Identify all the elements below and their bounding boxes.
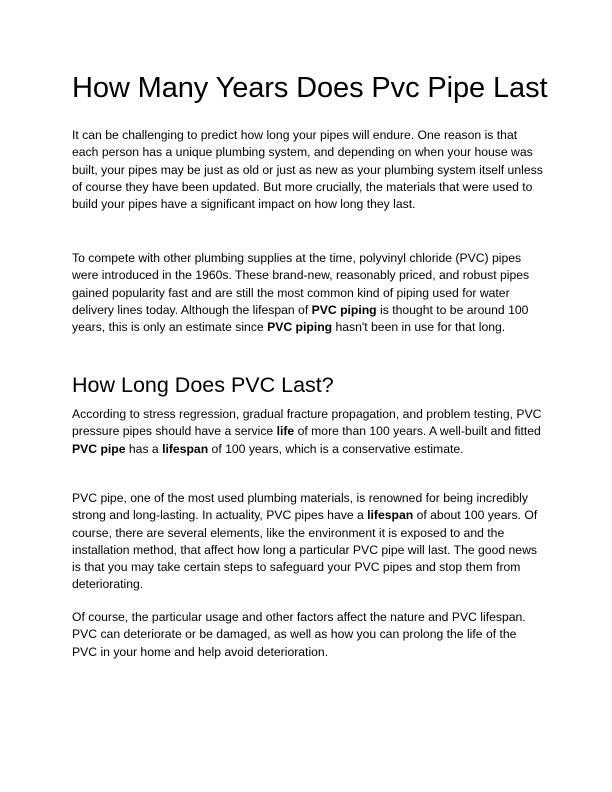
document-title: How Many Years Does Pvc Pipe Last — [72, 72, 548, 104]
bold-keyword: PVC pipe — [72, 441, 126, 456]
text-span: According to stress regression, gradual fracture propagation, and problem testing, PVC pressure pipes should have a service — [72, 407, 542, 439]
text-span: of 100 years, which is a conservative estimate. — [208, 441, 464, 456]
text-span: is thought to be around 100 years, this is only an estimate since — [72, 302, 529, 335]
section-paragraph-2 — [72, 490, 544, 594]
section-paragraph-1 — [72, 406, 544, 458]
bold-keyword: life — [276, 424, 295, 439]
section-paragraph-3: Of course, the particular usage and other factors affect the nature and PVC lifespan. PVC can deteriorate or be damaged, as well as how you can prolong the life of the PVC in your home and help avoid deterioration. — [72, 610, 526, 659]
text-span: of about 100 years. Of course, there are several elements, like the environment it is exposed to and the installation method, that affect how long a particular PVC pipe will last. The good news is that you may take certain steps to safeguard your PVC pipes and stop them from deteriorating. — [72, 508, 538, 592]
bold-keyword: lifespan — [162, 441, 209, 456]
bold-keyword: lifespan — [367, 508, 414, 523]
text-span: of more than 100 years. A well-built and fitted — [294, 424, 541, 439]
section-heading: How Long Does PVC Last? — [72, 373, 334, 397]
text-span: PVC pipe, one of the most used plumbing materials, is renowned for being incredibly strong and long-lasting. In actuality, PVC pipes have a — [72, 491, 528, 523]
text-span: To compete with other plumbing supplies at the time, polyvinyl chloride (PVC) pipes were introduced in the 1960s. These brand-new, reasonably priced, and robust pipes gained popularity fast and are still the most common kind of piping used for water delivery lines today. Although the lifespan of — [72, 251, 530, 317]
bold-keyword: PVC piping — [267, 320, 333, 335]
bold-keyword: PVC piping — [311, 302, 377, 317]
intro-paragraph-1: It can be challenging to predict how long your pipes will endure. One reason is that each person has a unique plumbing system, and depending on when your house was built, your pipes may be just as old or just as new as your plumbing system itself unless of course they have been updated. But more crucially, the materials that were used to build your pipes have a significant impact on how long they last. — [72, 128, 543, 212]
text-span: hasn't been in use for that long. — [332, 320, 506, 335]
intro-paragraph-2 — [72, 250, 544, 336]
text-span: has a — [125, 441, 163, 456]
